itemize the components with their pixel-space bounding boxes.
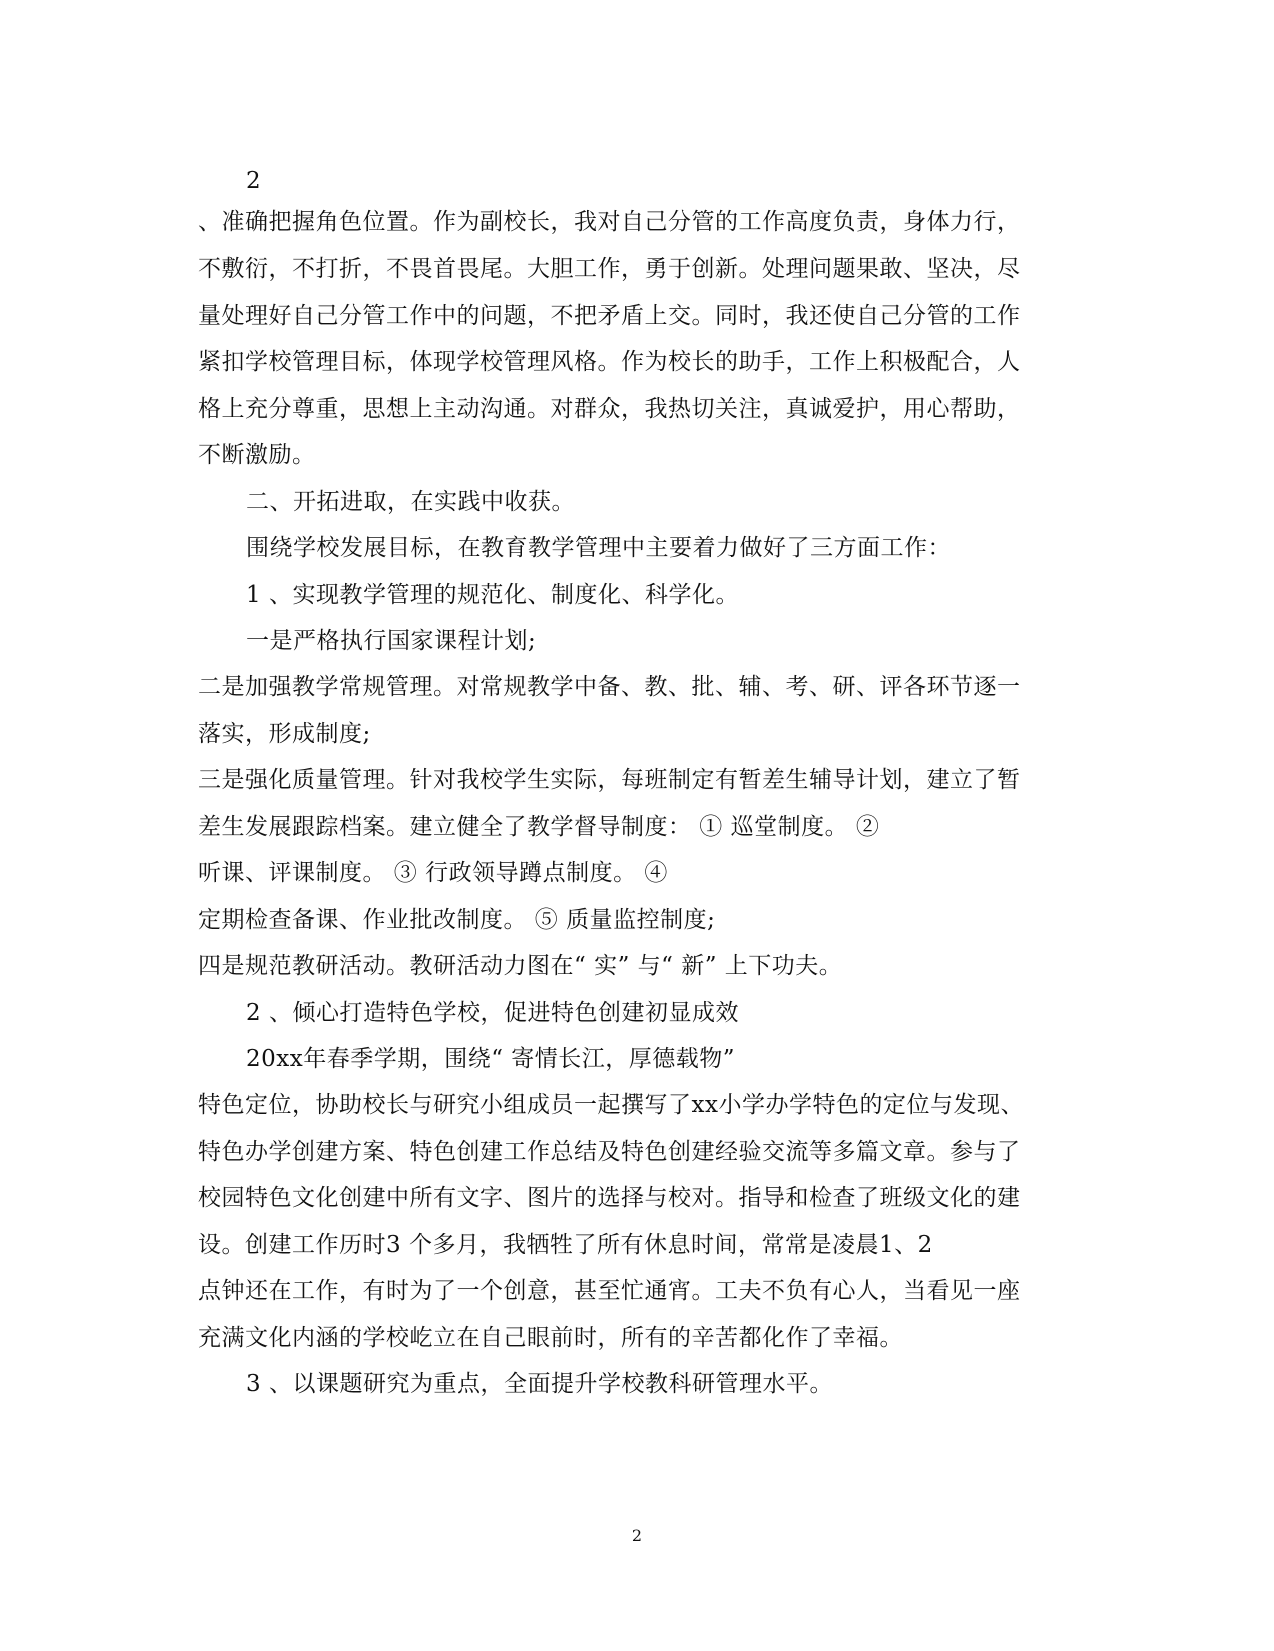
page-number: 2 (631, 1526, 643, 1545)
text-line: 特色定位，协助校长与研究小组成员一起撰写了xx小学办学特色的定位与发现、 (198, 1092, 1024, 1118)
subsection-heading: 2 、倾心打造特色学校，促进特色创建初显成效 (246, 1000, 739, 1026)
text-line: 量处理好自己分管工作中的问题，不把矛盾上交。同时，我还使自己分管的工作 (198, 303, 1021, 329)
text-line: 不断激励。 (198, 442, 316, 468)
text-line: 定期检查备课、作业批改制度。 ⑤ 质量监控制度; (198, 907, 716, 933)
subsection-heading: 1 、实现教学管理的规范化、制度化、科学化。 (246, 582, 739, 608)
text-line: 设。创建工作历时3 个多月，我牺牲了所有休息时间，常常是凌晨1、2 (198, 1232, 933, 1258)
text-line: 不敷衍，不打折，不畏首畏尾。大胆工作，勇于创新。处理问题果敢、坚决，尽 (198, 256, 1021, 282)
text-line: 围绕学校发展目标，在教育教学管理中主要着力做好了三方面工作： (246, 535, 951, 561)
text-line: 四是规范教研活动。教研活动力图在“ 实” 与“ 新” 上下功夫。 (198, 953, 843, 979)
text-line: 落实，形成制度; (198, 721, 371, 747)
subsection-heading: 3 、以课题研究为重点，全面提升学校教科研管理水平。 (246, 1371, 833, 1397)
text-line: 二是加强教学常规管理。对常规教学中备、教、批、辅、考、研、评各环节逐一 (198, 674, 1021, 700)
text-line: 听课、评课制度。 ③ 行政领导蹲点制度。 ④ (198, 860, 668, 886)
text-line: 三是强化质量管理。针对我校学生实际，每班制定有暂差生辅导计划，建立了暂 (198, 767, 1021, 793)
text-line: 、准确把握角色位置。作为副校长，我对自己分管的工作高度负责，身体力行， (198, 209, 1021, 235)
section-heading: 二、开拓进取，在实践中收获。 (246, 489, 575, 515)
text-line: 2 (246, 168, 262, 194)
text-line: 充满文化内涵的学校屹立在自己眼前时，所有的辛苦都化作了幸福。 (198, 1325, 903, 1351)
text-line: 紧扣学校管理目标，体现学校管理风格。作为校长的助手，工作上积极配合，人 (198, 349, 1021, 375)
text-line: 点钟还在工作，有时为了一个创意，甚至忙通宵。工夫不负有心人，当看见一座 (198, 1278, 1021, 1304)
text-line: 20xx年春季学期，围绕“ 寄情长江，厚德载物” (246, 1046, 736, 1072)
text-line: 一是严格执行国家课程计划; (246, 628, 537, 654)
text-line: 格上充分尊重，思想上主动沟通。对群众，我热切关注，真诚爱护，用心帮助， (198, 396, 1021, 422)
text-line: 特色办学创建方案、特色创建工作总结及特色创建经验交流等多篇文章。参与了 (198, 1139, 1021, 1165)
text-line: 校园特色文化创建中所有文字、图片的选择与校对。指导和检查了班级文化的建 (198, 1185, 1021, 1211)
text-line: 差生发展跟踪档案。建立健全了教学督导制度： ① 巡堂制度。 ② (198, 814, 880, 840)
